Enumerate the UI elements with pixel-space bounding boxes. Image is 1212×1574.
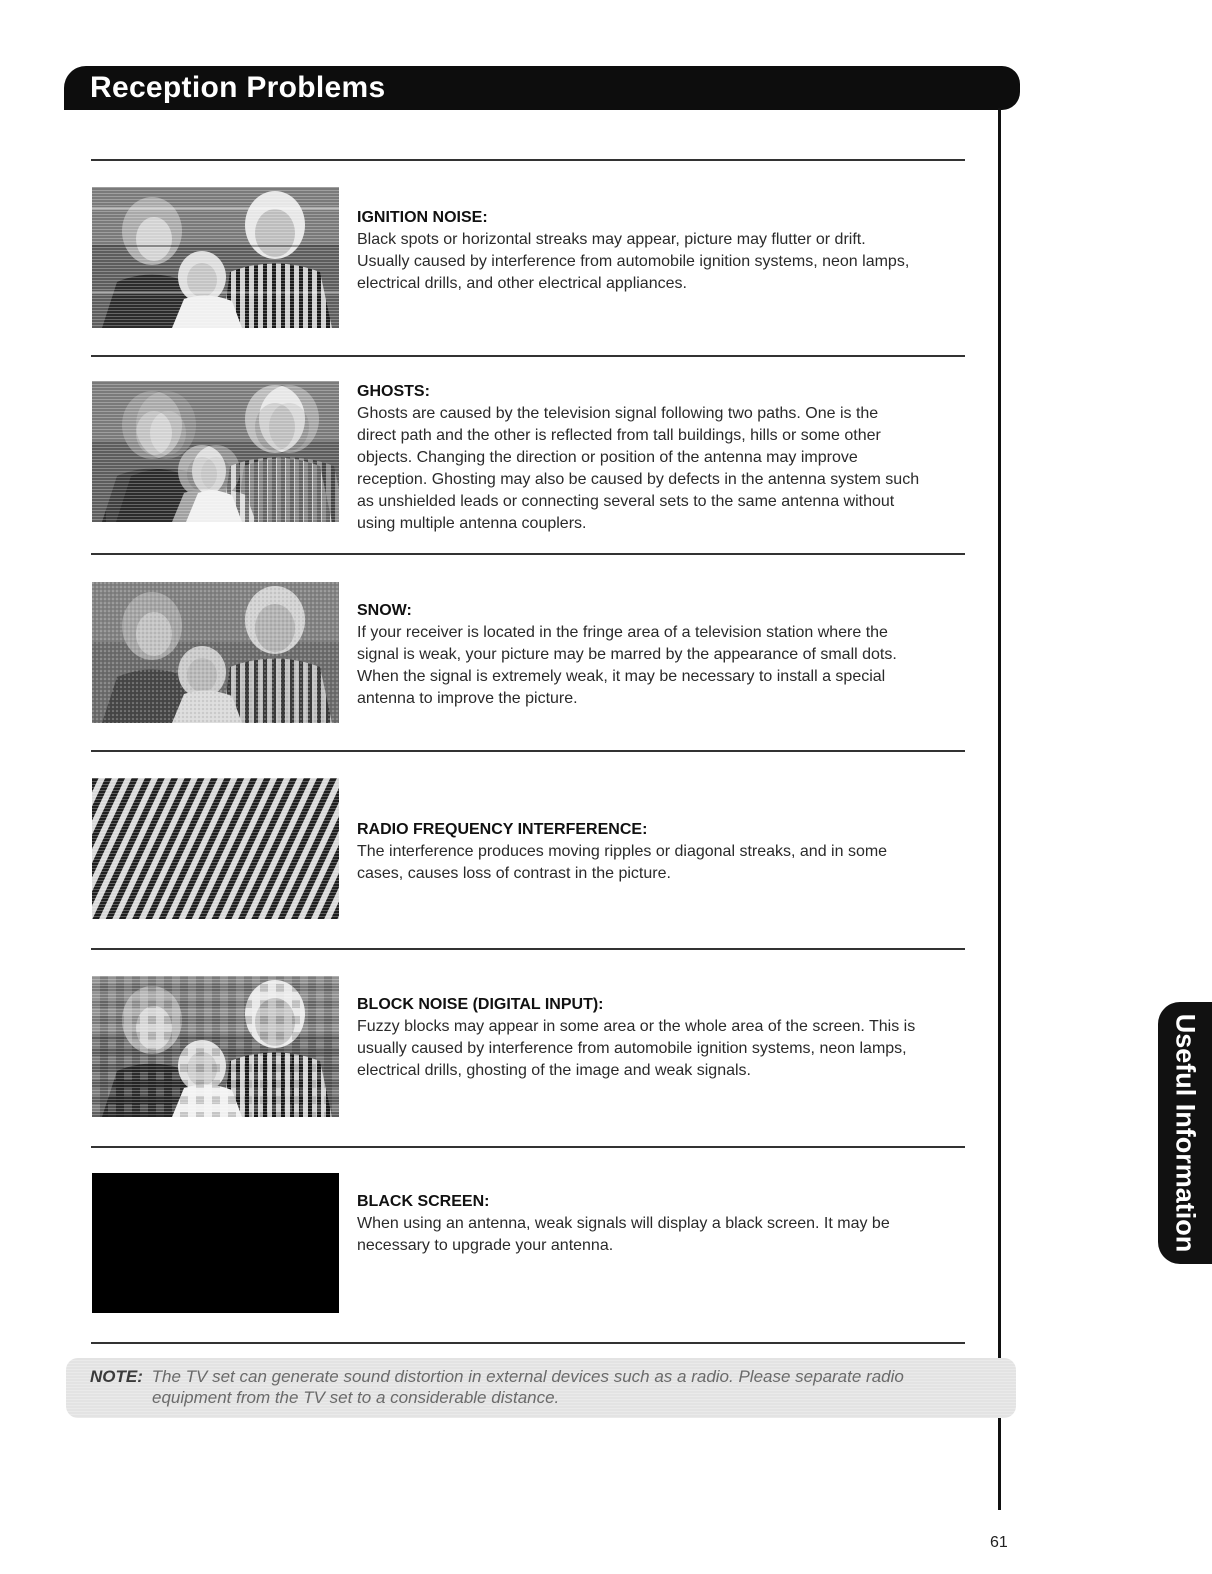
divider [91, 1342, 965, 1344]
side-tab-label: Useful Information [1170, 1013, 1201, 1253]
divider [91, 1146, 965, 1148]
section-heading: GHOSTS: [357, 383, 430, 400]
note-line-2: equipment from the TV set to a considerable distance. [152, 1388, 560, 1407]
ghosts-photo [92, 381, 339, 522]
section-body: Fuzzy blocks may appear in some area or the whole area of the screen. This is usually caused by interference from automobile ignition systems, neon lamps, electrical drills, ghosting of the image and weak signals. [357, 1018, 916, 1079]
section-body: If your receiver is located in the fringe area of a television station where the signal is weak, your picture may be marred by the appearance of small dots. When the signal is extremely weak, it may be necessary to install a special antenna to improve the picture. [357, 624, 897, 707]
black-screen-section [357, 1191, 969, 1257]
block-noise-photo [92, 976, 339, 1117]
ignition-noise-section [357, 207, 969, 295]
page-number: 61 [990, 1534, 1008, 1551]
section-side-tab[interactable] [1158, 1002, 1212, 1264]
section-body: The interference produces moving ripples or diagonal streaks, and in some cases, causes loss of contrast in the picture. [357, 843, 888, 882]
ignition-noise-photo [92, 187, 339, 328]
radio-interference-section [357, 819, 969, 885]
right-margin-rule [998, 108, 1001, 1510]
divider [91, 159, 965, 161]
section-heading: IGNITION NOISE: [357, 209, 488, 226]
section-heading: BLOCK NOISE (DIGITAL INPUT): [357, 996, 604, 1013]
divider [91, 948, 965, 950]
divider [91, 355, 965, 357]
note-box [66, 1358, 1016, 1418]
section-heading: BLACK SCREEN: [357, 1193, 490, 1210]
section-heading: SNOW: [357, 602, 412, 619]
snow-section [357, 600, 969, 710]
radio-interference-photo [92, 778, 339, 919]
page-title: Reception Problems [90, 71, 386, 104]
block-noise-section [357, 994, 969, 1082]
section-title-bar [64, 66, 1020, 110]
note-label: NOTE: [90, 1367, 143, 1386]
ghosts-section [357, 381, 969, 535]
divider [91, 553, 965, 555]
note-text [90, 1366, 970, 1408]
divider [91, 750, 965, 752]
section-body: Ghosts are caused by the television signal following two paths. One is the direct path and the other is reflected from tall buildings, hills or some other objects. Changing the direction or position of the antenna may improve reception. Ghosting may also be caused by defects in the antenna system such as unshielded leads or connecting several sets to the same antenna without using multiple antenna couplers. [357, 405, 920, 532]
note-line-1: The TV set can generate sound distortion in external devices such as a radio. Please separate radio [151, 1367, 904, 1386]
black-screen-image [92, 1173, 339, 1313]
section-body: Black spots or horizontal streaks may appear, picture may flutter or drift. Usually caused by interference from automobile ignition systems, neon lamps, electrical drills, and other electrical appliances. [357, 231, 910, 292]
section-body: When using an antenna, weak signals will display a black screen. It may be necessary to upgrade your antenna. [357, 1215, 890, 1254]
section-heading: RADIO FREQUENCY INTERFERENCE: [357, 821, 648, 838]
snow-photo [92, 582, 339, 723]
